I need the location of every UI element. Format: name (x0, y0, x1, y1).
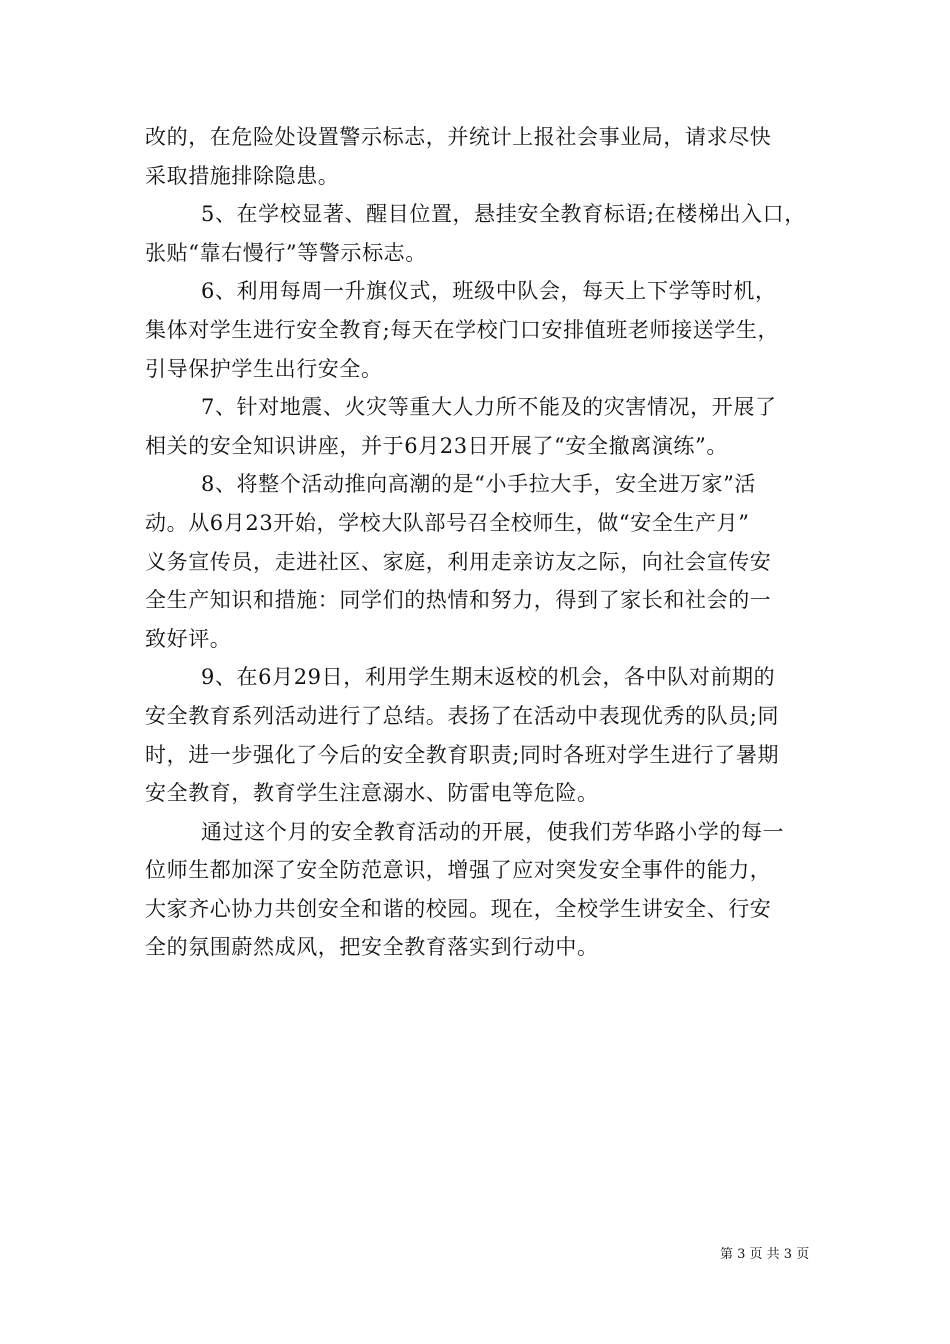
text-line: 全的氛围蔚然成风，把安全教育落实到行动中。 (145, 935, 599, 960)
text-line: 9、在6月29日，利用学生期末返校的机会，各中队对前期的 (201, 665, 776, 690)
text-line: 安全教育系列活动进行了总结。表扬了在活动中表现优秀的队员;同 (145, 703, 780, 728)
text-line: 集体对学生进行安全教育;每天在学校门口安排值班老师接送学生， (145, 317, 780, 342)
text-line: 5、在学校显著、醒目位置，悬挂安全教育标语;在楼梯出入口， (201, 202, 806, 227)
text-line: 动。从6月23开始，学校大队部号召全校师生，做“安全生产月” (145, 510, 750, 535)
text-line: 时，进一步强化了今后的安全教育职责;同时各班对学生进行了暑期 (145, 742, 780, 767)
text-line: 改的，在危险处设置警示标志，并统计上报社会事业局，请求尽快 (145, 125, 772, 149)
text-line: 引导保护学生出行安全。 (145, 356, 383, 381)
page-number-footer: 第 3 页 共 3 页 (720, 1247, 810, 1262)
text-line: 6、利用每周一升旗仪式，班级中队会，每天上下学等时机， (201, 279, 777, 304)
text-line: 全生产知识和措施：同学们的热情和努力，得到了家长和社会的一 (145, 588, 772, 613)
text-line: 通过这个月的安全教育活动的开展，使我们芳华路小学的每一 (201, 819, 785, 844)
text-line: 位师生都加深了安全防范意识，增强了应对突发安全事件的能力， (145, 858, 772, 883)
text-line: 采取措施排除隐患。 (145, 163, 340, 188)
text-line: 义务宣传员，走进社区、家庭，利用走亲访友之际，向社会宣传安 (145, 549, 772, 574)
text-line: 张贴“靠右慢行”等警示标志。 (145, 240, 427, 265)
text-line: 安全教育，教育学生注意溺水、防雷电等危险。 (145, 781, 599, 806)
text-line: 8、将整个活动推向高潮的是“小手拉大手，安全进万家”活 (201, 472, 757, 497)
text-line: 相关的安全知识讲座，并于6月23日开展了“安全撤离演练”。 (145, 433, 728, 458)
text-line: 致好评。 (145, 626, 232, 651)
text-line: 大家齐心协力共创安全和谐的校园。现在，全校学生讲安全、行安 (145, 896, 772, 921)
document-body (145, 118, 807, 967)
text-line: 7、针对地震、火灾等重大人力所不能及的灾害情况，开展了 (201, 395, 777, 420)
